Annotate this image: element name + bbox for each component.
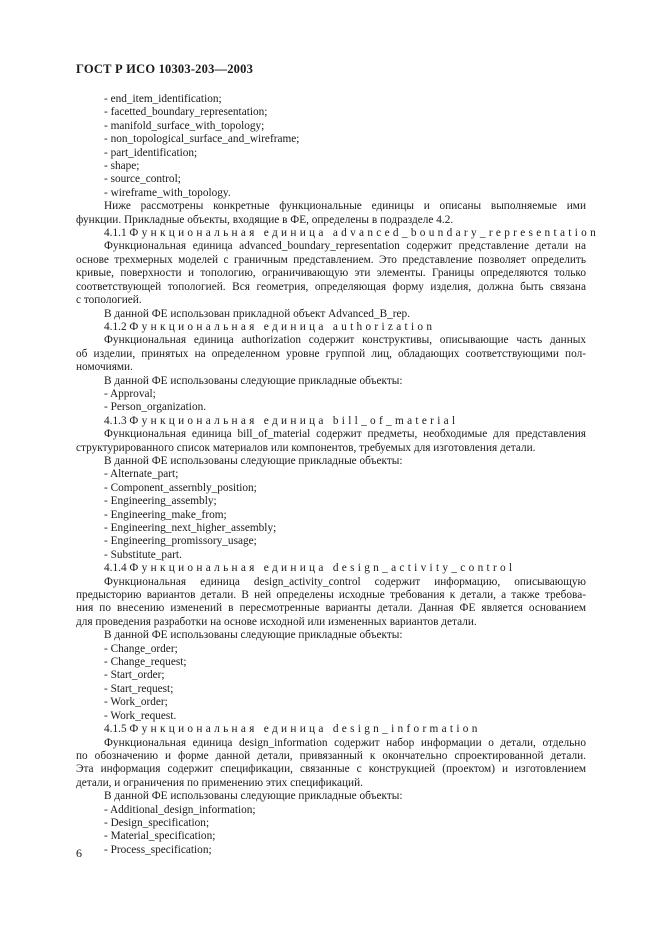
list-item: - Design_specification;: [104, 816, 210, 829]
list-item: - Additional_design_information;: [104, 803, 256, 816]
text-line: структурированного список материалов или компонентов, требуемых для изготовления детали.: [76, 441, 536, 454]
list-item: - Approval;: [104, 387, 156, 400]
list-item: - shape;: [104, 160, 140, 173]
text-line: кривые, поверхности и топологию, ограничивающую эти элементы. Границы определяются только: [76, 267, 586, 280]
section-heading: [76, 723, 586, 736]
list-item: - Engineering_assembly;: [104, 495, 217, 508]
list-item: - Engineering_promissory_usage;: [104, 535, 257, 548]
list-item: - facetted_boundary_representation;: [104, 106, 268, 119]
list-item: - Change_request;: [104, 656, 187, 669]
list-item: - wireframe_with_topology.: [104, 186, 231, 199]
list-item: - Engineering_make_from;: [104, 508, 227, 521]
section-number: 4.1.5: [104, 723, 130, 736]
list-item: - non_topological_surface_and_wireframe;: [104, 133, 300, 146]
document-header: ГОСТ Р ИСО 10303-203—2003: [76, 62, 254, 76]
section-heading: [76, 562, 586, 575]
list-item: - Engineering_next_higher_assembly;: [104, 522, 277, 534]
text-line: Функциональная единица advanced_boundary_representation содержит представление детали на: [104, 240, 586, 253]
section-number: 4.1.3: [104, 414, 130, 427]
list-item: - Material_specification;: [104, 830, 216, 843]
text-line: об изделии, принятых на определенном уровне группой лиц, обладающих соответствующими пол-: [76, 347, 586, 360]
list-item: - Component_assernbly_position;: [104, 481, 257, 494]
text-line: В данной ФЕ использованы следующие прикладные объекты:: [104, 790, 403, 803]
text-line: Функциональная единица authorization содержит конструктивы, описывающие часть данных: [104, 334, 586, 347]
text-line: Функциональная единица bill_of_material содержит предметы, необходимые для представления: [104, 428, 586, 441]
section-title: Функциональная единица design_information: [129, 723, 481, 736]
list-item: - Alternate_part;: [104, 468, 179, 481]
text-line: Ниже рассмотрены конкретные функциональные единицы и описаны выполняемые ими: [104, 200, 586, 213]
text-line: В данной ФЕ использованы следующие прикладные объекты:: [104, 374, 403, 387]
section-heading: [76, 321, 586, 334]
text-line: Эта информация содержит спецификации, связанные с конструкцией (проектом) и изготовлением: [76, 763, 586, 776]
list-item: - source_control;: [104, 173, 181, 186]
list-item: - manifold_surface_with_topology;: [104, 119, 265, 132]
list-item: - end_item_identification;: [104, 93, 222, 105]
text-line: предысторию вариантов детали. В ней определены исходные требования к детали, а также требова-: [76, 589, 586, 602]
section-heading: [76, 227, 600, 240]
list-item: - Change_order;: [104, 642, 178, 655]
section-number: 4.1.2: [104, 320, 130, 333]
text-line: соответствующей топологией. Вся геометрия, определяющая форму изделия, должна быть связана: [76, 280, 586, 293]
text-line: основе трехмерных моделей с граничным представлением. Это представление позволяет определить: [76, 253, 586, 266]
list-item: - Person_organization.: [104, 401, 207, 414]
list-item: - part_identification;: [104, 146, 198, 159]
list-item: - Substitute_part.: [104, 548, 182, 561]
text-line: по обозначению и форме данной детали, привязанный к окончательно спроектированной детали.: [76, 749, 586, 762]
page-number: 6: [76, 846, 82, 860]
section-title: Функциональная единица bill_of_material: [129, 414, 459, 427]
list-item: - Start_request;: [104, 682, 174, 695]
text-line: Функциональная единица design_information содержит набор информации о детали, отдельно: [104, 736, 586, 749]
text-line: В данной ФЕ использованы следующие прикладные объекты:: [104, 454, 403, 467]
section-title: Функциональная единица design_activity_control: [129, 562, 516, 575]
text-line: детали, и ограничения по применению этих спецификаций.: [76, 776, 363, 789]
text-line: ния по внесению изменений в пересмотренные варианты детали. Данная ФЕ является основанием: [76, 602, 586, 615]
text-line: с топологией.: [76, 294, 142, 307]
text-line: В данной ФЕ использован прикладной объект Advanced_B_rep.: [104, 307, 411, 320]
text-line: номочиями.: [76, 361, 133, 374]
section-number: 4.1.4: [104, 562, 130, 575]
section-number: 4.1.1: [104, 227, 130, 240]
section-title: Функциональная единица advanced_boundary_representation: [129, 227, 600, 240]
list-item: - Work_request.: [104, 709, 177, 722]
list-item: - Start_order;: [104, 669, 165, 682]
page-body: [76, 93, 600, 857]
list-item: - Process_specification;: [104, 843, 212, 856]
section-heading: [76, 415, 586, 428]
text-line: Функциональная единица design_activity_control содержит информацию, описывающую: [104, 575, 586, 588]
text-line: В данной ФЕ использованы следующие прикладные объекты:: [104, 629, 403, 642]
text-line: функции. Прикладные объекты, входящие в ФЕ, определены в подразделе 4.2.: [76, 213, 454, 226]
list-item: - Work_order;: [104, 696, 168, 709]
text-line: для проведения разработки на основе исходной или измененных вариантов детали.: [76, 615, 477, 628]
section-title: Функциональная единица authorization: [129, 320, 436, 333]
